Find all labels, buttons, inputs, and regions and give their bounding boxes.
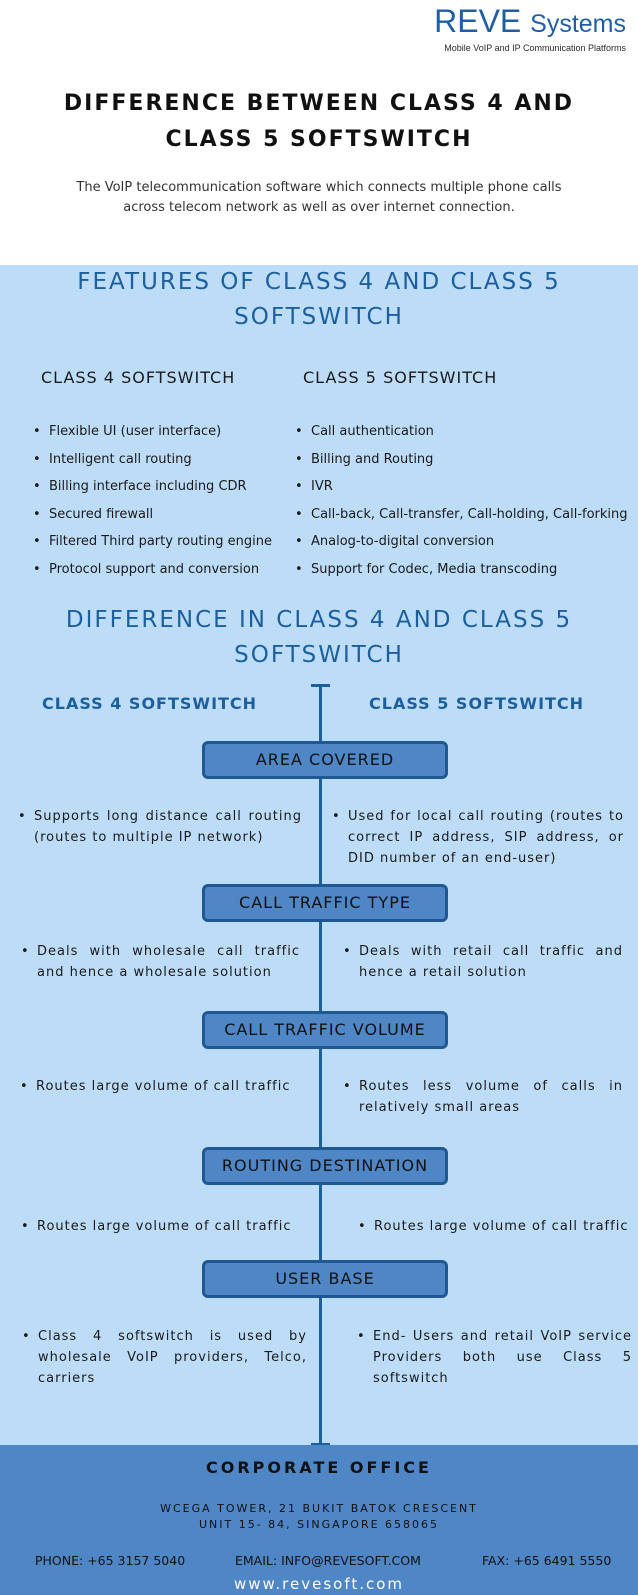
- routing-destination-label: ROUTING DESTINATION: [202, 1147, 448, 1185]
- area-covered-class4: • Supports long distance call routing (routes to multiple IP network): [18, 806, 302, 848]
- routing-destination-class5: • Routes large volume of call traffic: [358, 1216, 630, 1237]
- call-traffic-volume-class4: • Routes large volume of call traffic: [20, 1076, 302, 1097]
- list-item: • Analog-to-digital conversion: [295, 533, 628, 561]
- logo-reve: REVE: [434, 3, 522, 39]
- timeline-top-cap: [311, 684, 330, 687]
- user-base-label: USER BASE: [202, 1260, 448, 1298]
- address-line-2: UNIT 15- 84, SINGAPORE 658065: [198, 1518, 440, 1531]
- list-item: • Billing and Routing: [295, 451, 628, 479]
- list-item: • Secured firewall: [33, 506, 272, 534]
- footer-address: [0, 1501, 638, 1533]
- footer-title: CORPORATE OFFICE: [206, 1458, 432, 1477]
- page-title-line-1: DIFFERENCE BETWEEN CLASS 4 AND: [63, 91, 575, 116]
- reve-logo: [434, 4, 626, 53]
- footer-website-link[interactable]: www.revesoft.com: [233, 1575, 405, 1593]
- call-traffic-type-label: CALL TRAFFIC TYPE: [202, 884, 448, 922]
- user-base-class4: • Class 4 softswitch is used by wholesale VoIP providers, Telco, carriers: [22, 1326, 307, 1389]
- difference-title-line-2: SOFTSWITCH: [234, 642, 404, 668]
- list-item: • Support for Codec, Media transcoding: [295, 561, 628, 589]
- features-title-line-2: SOFTSWITCH: [234, 304, 404, 330]
- call-traffic-volume-label: CALL TRAFFIC VOLUME: [202, 1011, 448, 1049]
- call-traffic-type-class4: • Deals with wholesale call traffic and hence a wholesale solution: [21, 941, 300, 983]
- user-base-class5: • End- Users and retail VoIP service Providers both use Class 5 softswitch: [357, 1326, 632, 1389]
- footer-phone: PHONE: +65 3157 5040: [35, 1553, 186, 1568]
- call-traffic-type-class5: • Deals with retail call traffic and hence a retail solution: [343, 941, 623, 983]
- logo-tagline: Mobile VoIP and IP Communication Platforms: [444, 43, 626, 53]
- footer-fax: FAX: +65 6491 5550: [482, 1553, 612, 1568]
- list-item: • Protocol support and conversion: [33, 561, 272, 589]
- logo-systems: Systems: [530, 10, 626, 38]
- list-item: • Call-back, Call-transfer, Call-holding, Call-forking: [295, 506, 628, 534]
- area-covered-class5: • Used for local call routing (routes to correct IP address, SIP address, or DID number of an end-user): [332, 806, 624, 869]
- list-item: • Filtered Third party routing engine: [33, 533, 272, 561]
- address-line-1: WCEGA TOWER, 21 BUKIT BATOK CRESCENT: [160, 1502, 478, 1515]
- difference-class5-heading: CLASS 5 SOFTSWITCH: [369, 694, 585, 713]
- page-title-line-2: CLASS 5 SOFTSWITCH: [165, 127, 473, 152]
- difference-title: [0, 603, 638, 673]
- subtitle-line-2: across telecom network as well as over internet connection.: [123, 200, 515, 215]
- features-class5-heading: CLASS 5 SOFTSWITCH: [303, 368, 498, 387]
- page-subtitle: [60, 178, 578, 218]
- footer-email[interactable]: EMAIL: INFO@REVESOFT.COM: [235, 1553, 421, 1568]
- class5-features-list: [295, 423, 628, 589]
- list-item: • Flexible UI (user interface): [33, 423, 272, 451]
- list-item: • Billing interface including CDR: [33, 478, 272, 506]
- page-title: [0, 86, 638, 158]
- list-item: • Intelligent call routing: [33, 451, 272, 479]
- difference-class4-heading: CLASS 4 SOFTSWITCH: [42, 694, 258, 713]
- call-traffic-volume-class5: • Routes less volume of calls in relatively small areas: [343, 1076, 623, 1118]
- features-title-line-1: FEATURES OF CLASS 4 AND CLASS 5: [77, 269, 561, 295]
- features-class4-heading: CLASS 4 SOFTSWITCH: [41, 368, 236, 387]
- subtitle-line-1: The VoIP telecommunication software which connects multiple phone calls: [76, 180, 562, 195]
- list-item: • Call authentication: [295, 423, 628, 451]
- list-item: • IVR: [295, 478, 628, 506]
- routing-destination-class4: • Routes large volume of call traffic: [21, 1216, 302, 1237]
- area-covered-label: AREA COVERED: [202, 741, 448, 779]
- logo-wordmark: [434, 4, 626, 41]
- class4-features-list: [33, 423, 272, 589]
- features-title: [0, 265, 638, 335]
- difference-title-line-1: DIFFERENCE IN CLASS 4 AND CLASS 5: [65, 607, 573, 633]
- footer: [0, 1445, 638, 1595]
- timeline-line: [319, 686, 322, 1446]
